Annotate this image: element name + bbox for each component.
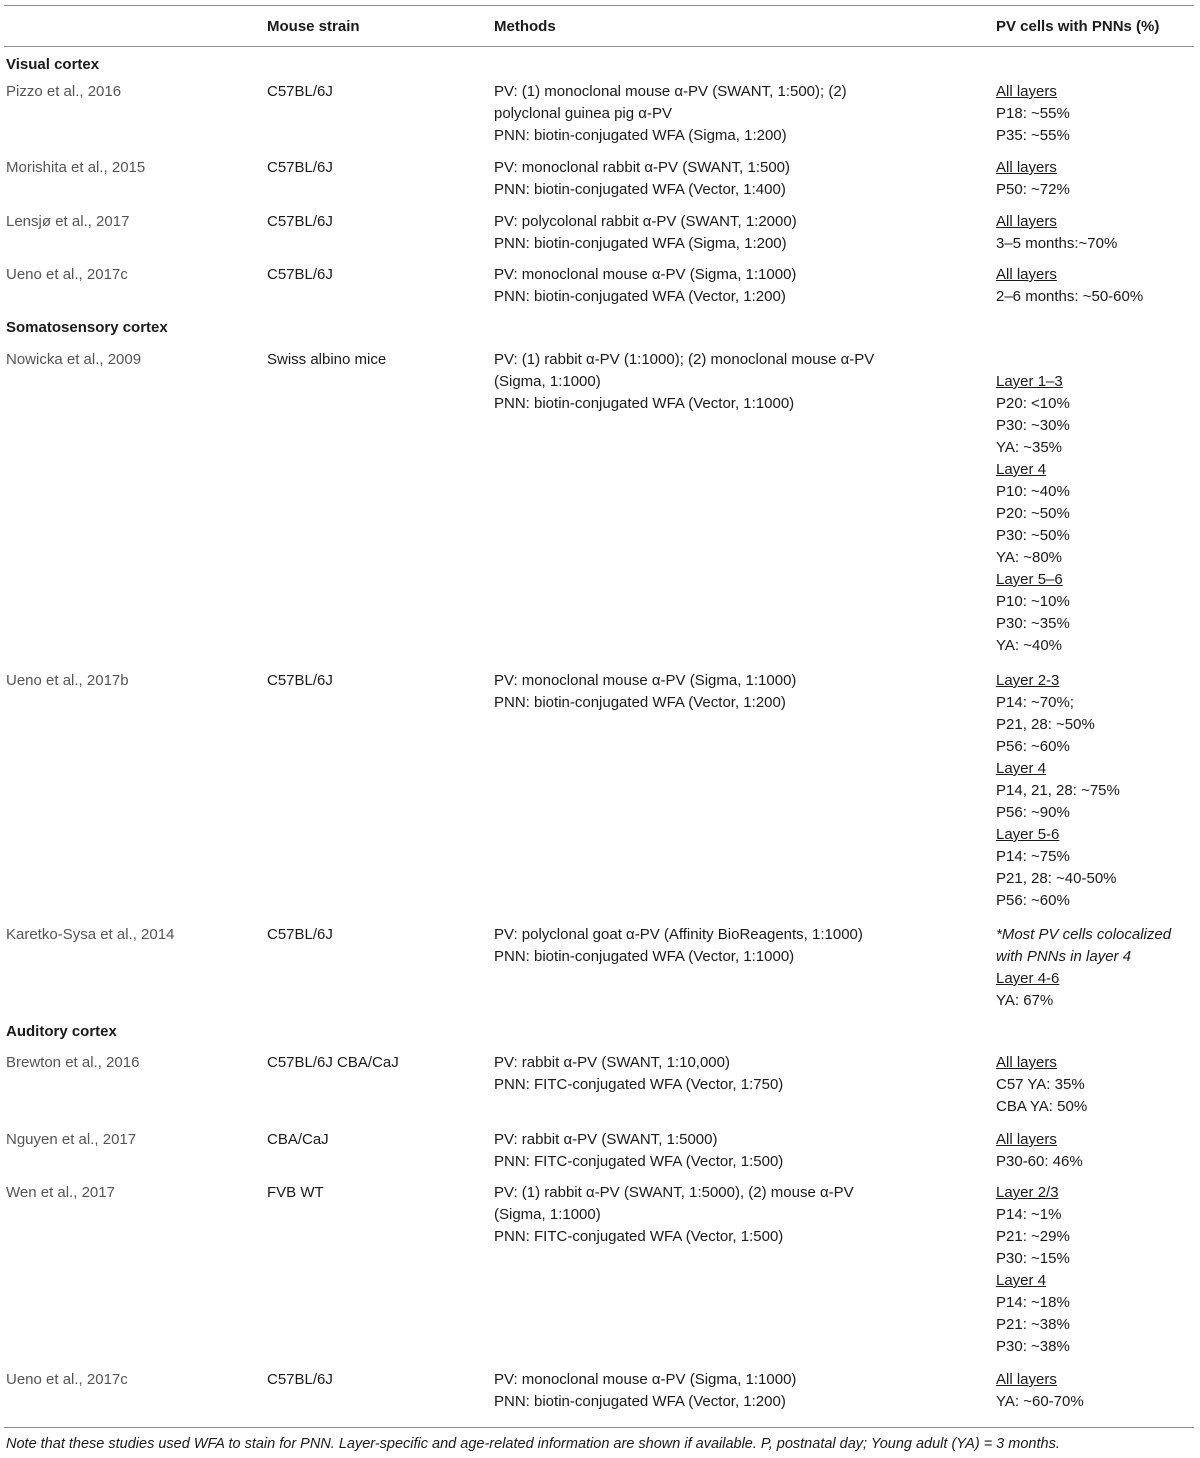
pv-pnn-results-cell <box>996 157 1070 201</box>
methods-cell <box>494 157 790 201</box>
methods-line: PV: (1) monoclonal mouse α-PV (SWANT, 1:500); (2) <box>494 83 847 100</box>
methods-line: PNN: FITC-conjugated WFA (Vector, 1:500) <box>494 1228 784 1245</box>
layer-label: All layers <box>996 1371 1057 1388</box>
mouse-strain-cell: C57BL/6J <box>267 266 333 283</box>
pv-pnn-results-cell <box>996 81 1070 147</box>
result-value: P30: ~50% <box>996 527 1070 544</box>
result-value: P18: ~55% <box>996 105 1070 122</box>
result-value: P14: ~70%; <box>996 694 1074 711</box>
study-citation: Nowicka et al., 2009 <box>6 351 142 368</box>
pv-pnn-results-cell <box>996 670 1120 912</box>
layer-label: Layer 4 <box>996 461 1047 478</box>
layer-label: Layer 5-6 <box>996 826 1060 843</box>
methods-line: PV: rabbit α-PV (SWANT, 1:10,000) <box>494 1054 730 1071</box>
section-heading: Auditory cortex <box>6 1023 117 1040</box>
section-heading: Visual cortex <box>6 56 100 73</box>
result-value: YA: ~80% <box>996 549 1063 566</box>
layer-label: Layer 4-6 <box>996 970 1060 987</box>
study-citation: Ueno et al., 2017c <box>6 266 128 283</box>
methods-cell <box>494 1052 783 1096</box>
result-value: P30: ~38% <box>996 1338 1070 1355</box>
layer-label: Layer 5–6 <box>996 571 1063 588</box>
methods-line: PNN: biotin-conjugated WFA (Vector, 1:200) <box>494 1393 786 1410</box>
methods-line: (Sigma, 1:1000) <box>494 373 601 390</box>
result-value: P56: ~60% <box>996 738 1070 755</box>
table-top-rule <box>4 5 1194 6</box>
table-footnote: Note that these studies used WFA to stain for PNN. Layer-specific and age-related information are shown if available. P, postnatal day; Young adult (YA) = 3 months. <box>6 1436 1060 1452</box>
layer-label: All layers <box>996 83 1057 100</box>
pv-pnn-results-cell <box>996 924 1171 1012</box>
pv-pnn-results-cell <box>996 211 1117 255</box>
result-value: P56: ~60% <box>996 892 1070 909</box>
mouse-strain-cell: C57BL/6J CBA/CaJ <box>267 1054 399 1071</box>
result-value: P21: ~38% <box>996 1316 1070 1333</box>
result-value: P21, 28: ~40-50% <box>996 870 1117 887</box>
result-value: P56: ~90% <box>996 804 1070 821</box>
methods-line: PV: polycolonal rabbit α-PV (SWANT, 1:2000) <box>494 213 797 230</box>
methods-line: PV: (1) rabbit α-PV (SWANT, 1:5000), (2) mouse α-PV <box>494 1184 854 1201</box>
header-mouse-strain: Mouse strain <box>267 18 360 35</box>
methods-line: PNN: biotin-conjugated WFA (Vector, 1:200) <box>494 288 786 305</box>
result-value: P21, 28: ~50% <box>996 716 1095 733</box>
table-header-rule <box>4 46 1194 47</box>
mouse-strain-cell: C57BL/6J <box>267 159 333 176</box>
result-value: YA: ~40% <box>996 637 1063 654</box>
result-value: P30: ~35% <box>996 615 1070 632</box>
layer-label: Layer 2/3 <box>996 1184 1059 1201</box>
pv-pnn-results-cell <box>996 1129 1083 1173</box>
methods-line: PV: monoclonal rabbit α-PV (SWANT, 1:500) <box>494 159 791 176</box>
methods-cell <box>494 264 796 308</box>
pv-pnn-results-cell <box>996 264 1143 308</box>
result-value: P14: ~18% <box>996 1294 1070 1311</box>
result-value: P10: ~10% <box>996 593 1070 610</box>
mouse-strain-cell: C57BL/6J <box>267 926 333 943</box>
section-heading: Somatosensory cortex <box>6 319 168 336</box>
layer-label: All layers <box>996 1054 1057 1071</box>
result-value: P20: <10% <box>996 395 1070 412</box>
methods-cell <box>494 924 863 968</box>
result-value: P14: ~1% <box>996 1206 1062 1223</box>
methods-cell <box>494 211 797 255</box>
result-value: YA: ~60-70% <box>996 1393 1084 1410</box>
layer-label: Layer 4 <box>996 760 1047 777</box>
pv-pnn-results-cell <box>996 1182 1070 1358</box>
methods-cell <box>494 1369 796 1413</box>
methods-line: PNN: biotin-conjugated WFA (Vector, 1:400) <box>494 181 786 198</box>
study-citation: Ueno et al., 2017c <box>6 1371 128 1388</box>
study-citation: Pizzo et al., 2016 <box>6 83 122 100</box>
study-citation: Nguyen et al., 2017 <box>6 1131 137 1148</box>
study-citation: Wen et al., 2017 <box>6 1184 115 1201</box>
methods-line: PNN: biotin-conjugated WFA (Sigma, 1:200) <box>494 235 787 252</box>
methods-cell <box>494 670 796 714</box>
pv-pnn-results-cell <box>996 371 1070 657</box>
result-value: P21: ~29% <box>996 1228 1070 1245</box>
methods-cell <box>494 349 874 415</box>
result-value: *Most PV cells colocalized <box>996 926 1172 943</box>
study-citation: Lensjø et al., 2017 <box>6 213 130 230</box>
mouse-strain-cell: Swiss albino mice <box>267 351 387 368</box>
result-value: P50: ~72% <box>996 181 1070 198</box>
layer-label: All layers <box>996 1131 1057 1148</box>
methods-line: PNN: biotin-conjugated WFA (Vector, 1:1000) <box>494 395 795 412</box>
mouse-strain-cell: CBA/CaJ <box>267 1131 329 1148</box>
methods-cell <box>494 81 847 147</box>
result-value: P35: ~55% <box>996 127 1070 144</box>
result-value: YA: ~35% <box>996 439 1063 456</box>
result-value: P30: ~30% <box>996 417 1070 434</box>
methods-line: PV: monoclonal mouse α-PV (Sigma, 1:1000) <box>494 1371 797 1388</box>
layer-label: Layer 1–3 <box>996 373 1063 390</box>
methods-line: PV: monoclonal mouse α-PV (Sigma, 1:1000) <box>494 672 797 689</box>
result-value: C57 YA: 35% <box>996 1076 1085 1093</box>
methods-line: PNN: biotin-conjugated WFA (Vector, 1:1000) <box>494 948 795 965</box>
methods-line: PV: (1) rabbit α-PV (1:1000); (2) monoclonal mouse α-PV <box>494 351 875 368</box>
layer-label: Layer 2-3 <box>996 672 1060 689</box>
layer-label: All layers <box>996 159 1057 176</box>
methods-line: PNN: FITC-conjugated WFA (Vector, 1:500) <box>494 1153 784 1170</box>
pv-pnn-results-cell <box>996 1369 1084 1413</box>
methods-line: PNN: biotin-conjugated WFA (Vector, 1:200) <box>494 694 786 711</box>
layer-label: Layer 4 <box>996 1272 1047 1289</box>
study-citation: Karetko-Sysa et al., 2014 <box>6 926 175 943</box>
methods-cell <box>494 1182 854 1248</box>
mouse-strain-cell: C57BL/6J <box>267 672 333 689</box>
study-citation: Morishita et al., 2015 <box>6 159 146 176</box>
methods-line: PNN: FITC-conjugated WFA (Vector, 1:750) <box>494 1076 784 1093</box>
result-value: CBA YA: 50% <box>996 1098 1088 1115</box>
methods-line: PNN: biotin-conjugated WFA (Sigma, 1:200) <box>494 127 787 144</box>
table-bottom-rule <box>4 1427 1194 1428</box>
methods-line: (Sigma, 1:1000) <box>494 1206 601 1223</box>
result-value: P30-60: 46% <box>996 1153 1083 1170</box>
methods-line: polyclonal guinea pig α-PV <box>494 105 672 122</box>
methods-line: PV: rabbit α-PV (SWANT, 1:5000) <box>494 1131 718 1148</box>
result-value: 2–6 months: ~50-60% <box>996 288 1144 305</box>
result-value: 3–5 months:~70% <box>996 235 1118 252</box>
pv-pnn-results-cell <box>996 1052 1087 1118</box>
methods-line: PV: monoclonal mouse α-PV (Sigma, 1:1000) <box>494 266 797 283</box>
mouse-strain-cell: C57BL/6J <box>267 1371 333 1388</box>
result-value: P14: ~75% <box>996 848 1070 865</box>
result-value: P30: ~15% <box>996 1250 1070 1267</box>
result-value: YA: 67% <box>996 992 1054 1009</box>
layer-label: All layers <box>996 266 1057 283</box>
header-methods: Methods <box>494 18 556 35</box>
study-citation: Ueno et al., 2017b <box>6 672 129 689</box>
methods-line: PV: polyclonal goat α-PV (Affinity BioReagents, 1:1000) <box>494 926 863 943</box>
header-pv-cells-with-pnns: PV cells with PNNs (%) <box>996 18 1160 35</box>
layer-label: All layers <box>996 213 1057 230</box>
result-value: P14, 21, 28: ~75% <box>996 782 1120 799</box>
study-citation: Brewton et al., 2016 <box>6 1054 140 1071</box>
mouse-strain-cell: FVB WT <box>267 1184 324 1201</box>
methods-cell <box>494 1129 783 1173</box>
mouse-strain-cell: C57BL/6J <box>267 213 333 230</box>
mouse-strain-cell: C57BL/6J <box>267 83 333 100</box>
result-value: P20: ~50% <box>996 505 1070 522</box>
result-value: P10: ~40% <box>996 483 1070 500</box>
result-value: with PNNs in layer 4 <box>996 948 1132 965</box>
